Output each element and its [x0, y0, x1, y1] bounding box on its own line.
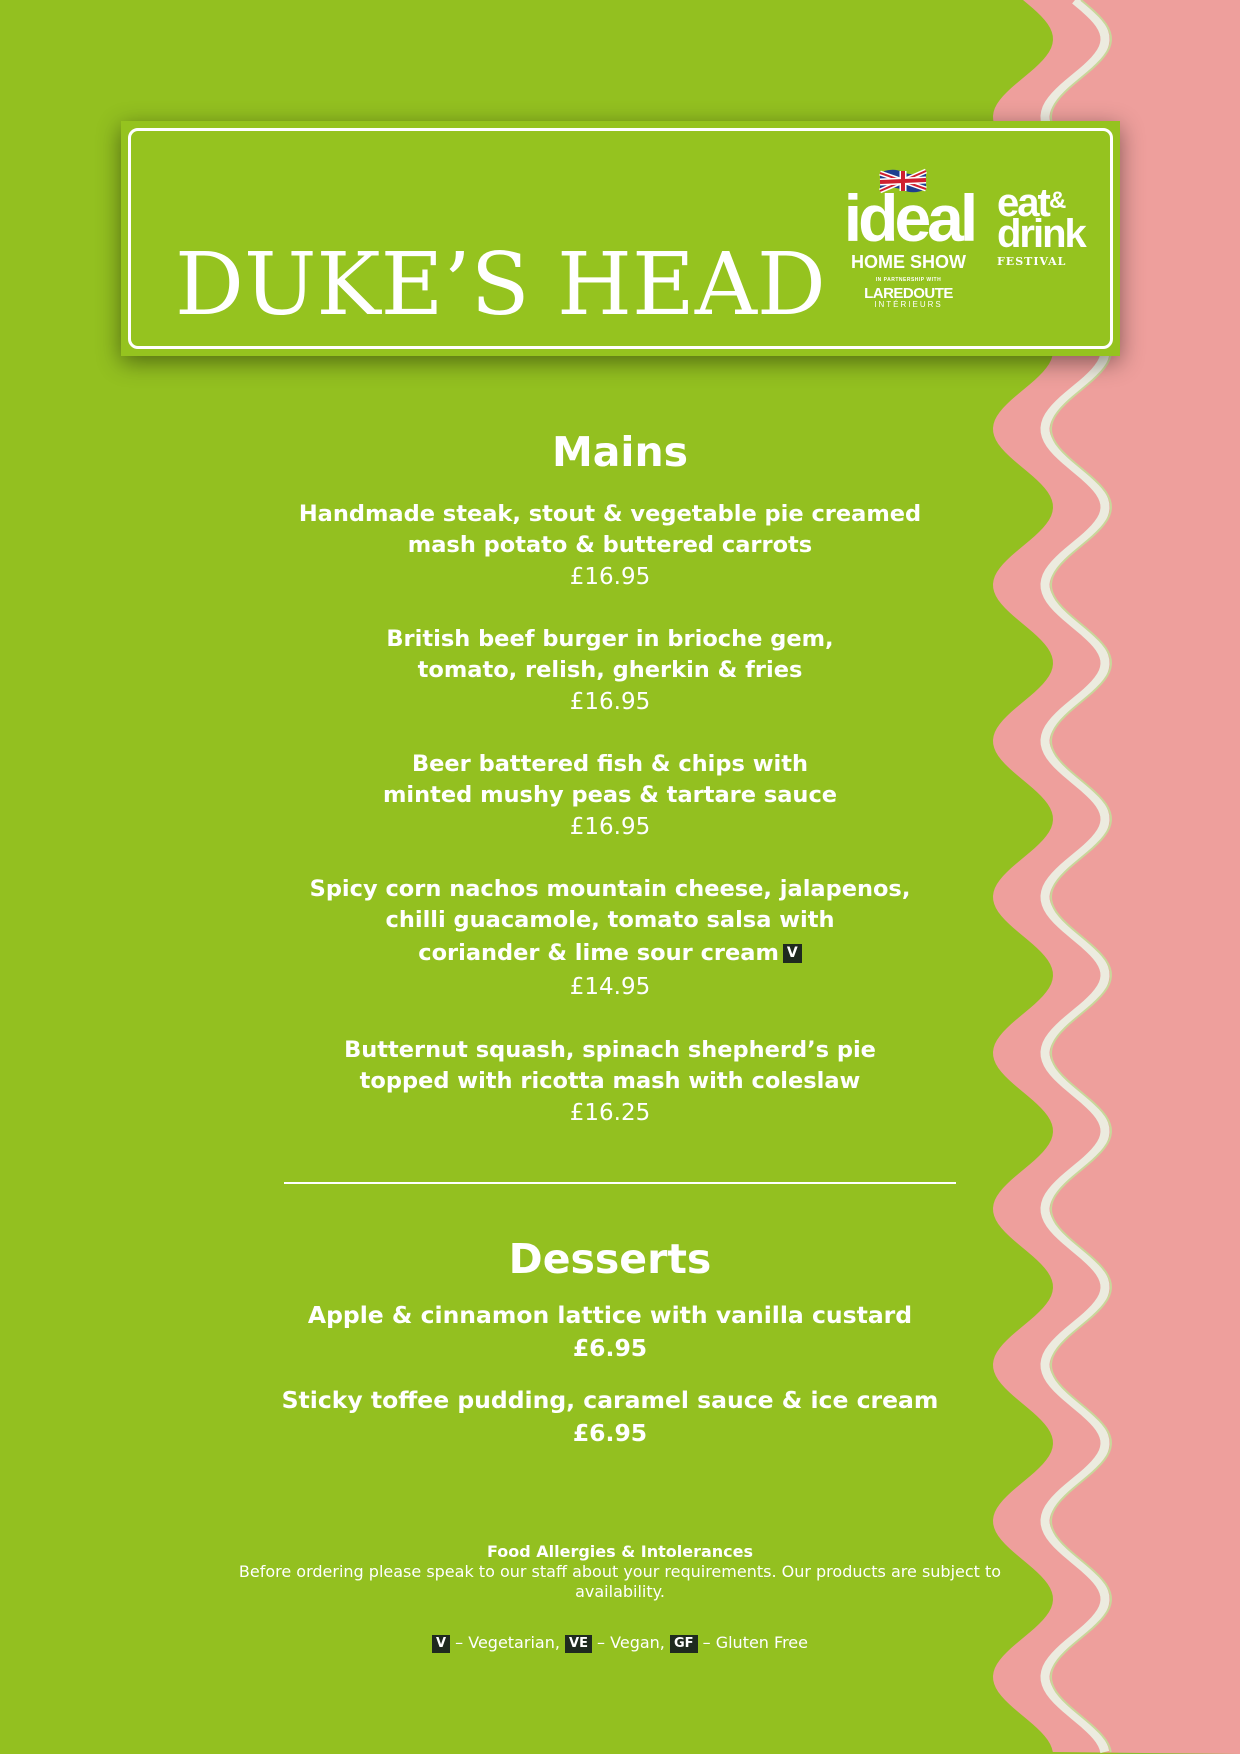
ampersand-mark: &	[1049, 187, 1067, 214]
laredoute-wordmark: LAREDOUTE	[864, 285, 953, 302]
dessert-item	[240, 1299, 980, 1365]
item-description-text: coriander & lime sour cream	[418, 940, 779, 966]
item-description-line: Spicy corn nachos mountain cheese, jalapenos,	[309, 876, 911, 902]
interieurs-wordmark: INTÉRIEURS	[874, 300, 943, 309]
vegan-badge: VE	[565, 1635, 592, 1653]
section-divider	[284, 1182, 956, 1184]
item-description-line: mash potato & buttered carrots	[407, 532, 813, 558]
ideal-home-show-logo	[836, 167, 986, 317]
item-description-line: Butternut squash, spinach shepherd’s pie	[344, 1037, 876, 1063]
vegetarian-label: – Vegetarian,	[450, 1633, 560, 1652]
item-description-line: British beef burger in brioche gem,	[386, 626, 834, 652]
desserts-heading: Desserts	[508, 1235, 712, 1283]
dessert-name: Apple & cinnamon lattice with vanilla custard	[307, 1301, 913, 1329]
venue-title: DUKE’S HEAD	[175, 234, 826, 335]
menu-item	[240, 1035, 980, 1129]
gluten-free-badge: GF	[670, 1635, 698, 1653]
item-description-line: Beer battered fish & chips with	[411, 751, 808, 777]
item-description-line-with-badge	[240, 936, 980, 971]
dietary-legend	[300, 1632, 940, 1654]
item-price: £14.95	[569, 974, 651, 1000]
home-show-wordmark: HOME SHOW	[851, 252, 966, 272]
allergy-heading: Food Allergies & Intolerances	[486, 1542, 754, 1561]
menu-item	[240, 624, 980, 718]
item-description-line: tomato, relish, gherkin & fries	[417, 657, 803, 683]
partnership-text: IN PARTNERSHIP WITH	[875, 277, 942, 283]
vegetarian-badge: V	[432, 1635, 450, 1653]
drink-wordmark: drink	[997, 212, 1085, 256]
item-description-line: topped with ricotta mash with coleslaw	[359, 1068, 861, 1094]
menu-item	[240, 749, 980, 843]
item-price: £16.95	[569, 689, 651, 715]
item-description-line: chilli guacamole, tomato salsa with	[385, 907, 835, 933]
item-price: £16.95	[569, 814, 651, 840]
allergy-notice: Before ordering please speak to our staff about your requirements. Our products are subject to availability.	[238, 1562, 1002, 1601]
dessert-price: £6.95	[572, 1334, 648, 1362]
dessert-name: Sticky toffee pudding, caramel sauce & ice cream	[281, 1386, 939, 1414]
gluten-free-label: – Gluten Free	[697, 1633, 808, 1652]
item-price: £16.95	[569, 564, 651, 590]
mains-heading: Mains	[551, 428, 689, 476]
menu-item	[240, 499, 980, 593]
ideal-wordmark: ideal	[843, 181, 975, 255]
header-banner	[121, 121, 1120, 356]
item-price: £16.25	[569, 1100, 651, 1126]
eat-wordmark: eat	[997, 181, 1049, 225]
item-description-line: Handmade steak, stout & vegetable pie creamed	[298, 501, 922, 527]
menu-item	[240, 874, 980, 1003]
dessert-item	[240, 1384, 980, 1450]
vegetarian-badge: V	[783, 944, 802, 963]
dessert-price: £6.95	[572, 1419, 648, 1447]
festival-wordmark: FESTIVAL	[997, 255, 1067, 268]
vegan-label: – Vegan,	[591, 1633, 665, 1652]
item-description-line: minted mushy peas & tartare sauce	[382, 782, 838, 808]
eat-drink-festival-logo	[997, 183, 1087, 273]
